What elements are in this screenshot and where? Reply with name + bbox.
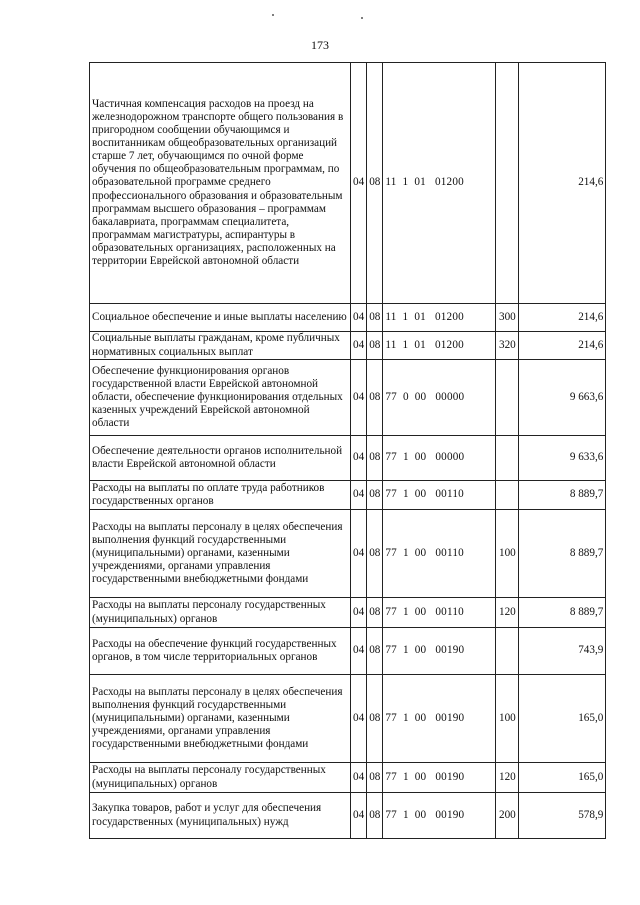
target-code: 11 1 01 01200 bbox=[383, 332, 496, 360]
table-row bbox=[90, 63, 606, 304]
pr-code: 08 bbox=[367, 63, 383, 304]
row-name: Частичная компенсация расходов на проезд на железнодорожном транспорте общего пользования в пригородном сообщении обучающимся и воспитанникам общеобразовательных организаций старше 7 лет, обучающимся по очной форме обучения по общеобразовательным программам, по образовательной программе среднего профессионального образования и образовательным программам высшего образования – программам бакалавриата, программам специалитета, программам магистратуры, аспирантуры в образовательных организациях, расположенных на территории Еврейской автономной области bbox=[90, 63, 351, 304]
row-name: Обеспечение деятельности органов исполнительной власти Еврейской автономной области bbox=[90, 436, 351, 481]
amount: 214,6 bbox=[519, 63, 606, 304]
target-code: 77 1 00 00190 bbox=[383, 675, 496, 763]
rz-code: 04 bbox=[351, 304, 367, 332]
table-row bbox=[90, 360, 606, 436]
rz-code: 04 bbox=[351, 63, 367, 304]
vr-code bbox=[496, 628, 519, 675]
rz-code: 04 bbox=[351, 598, 367, 628]
pr-code: 08 bbox=[367, 510, 383, 598]
vr-code bbox=[496, 63, 519, 304]
pr-code: 08 bbox=[367, 628, 383, 675]
rz-code: 04 bbox=[351, 332, 367, 360]
vr-code: 120 bbox=[496, 598, 519, 628]
amount: 9 663,6 bbox=[519, 360, 606, 436]
rz-code: 04 bbox=[351, 628, 367, 675]
target-code: 77 1 00 00190 bbox=[383, 763, 496, 793]
rz-code: 04 bbox=[351, 763, 367, 793]
pr-code: 08 bbox=[367, 481, 383, 510]
vr-code: 300 bbox=[496, 304, 519, 332]
vr-code bbox=[496, 360, 519, 436]
target-code: 11 1 01 01200 bbox=[383, 304, 496, 332]
row-name: Расходы на выплаты персоналу государственных (муниципальных) органов bbox=[90, 598, 351, 628]
budget-table bbox=[89, 62, 606, 839]
row-name: Расходы на выплаты по оплате труда работников государственных органов bbox=[90, 481, 351, 510]
target-code: 77 1 00 00190 bbox=[383, 628, 496, 675]
target-code: 77 1 00 00110 bbox=[383, 481, 496, 510]
rz-code: 04 bbox=[351, 675, 367, 763]
vr-code bbox=[496, 481, 519, 510]
pr-code: 08 bbox=[367, 332, 383, 360]
amount: 214,6 bbox=[519, 332, 606, 360]
row-name: Расходы на выплаты персоналу в целях обеспечения выполнения функций государственными (муниципальными) органами, казенными учреждениями, органами управления государственными внебюджетными фондами bbox=[90, 675, 351, 763]
pr-code: 08 bbox=[367, 598, 383, 628]
table-row bbox=[90, 598, 606, 628]
row-name: Расходы на выплаты персоналу в целях обеспечения выполнения функций государственными (муниципальными) органами, казенными учреждениями, органами управления государственными внебюджетными фондами bbox=[90, 510, 351, 598]
amount: 578,9 bbox=[519, 793, 606, 839]
target-code: 11 1 01 01200 bbox=[383, 63, 496, 304]
row-name: Социальные выплаты гражданам, кроме публичных нормативных социальных выплат bbox=[90, 332, 351, 360]
vr-code: 100 bbox=[496, 510, 519, 598]
table-row bbox=[90, 763, 606, 793]
scan-speck bbox=[361, 17, 363, 19]
table-row bbox=[90, 628, 606, 675]
table-row bbox=[90, 481, 606, 510]
vr-code: 100 bbox=[496, 675, 519, 763]
pr-code: 08 bbox=[367, 793, 383, 839]
target-code: 77 1 00 00000 bbox=[383, 436, 496, 481]
pr-code: 08 bbox=[367, 360, 383, 436]
vr-code: 200 bbox=[496, 793, 519, 839]
row-name: Закупка товаров, работ и услуг для обеспечения государственных (муниципальных) нужд bbox=[90, 793, 351, 839]
rz-code: 04 bbox=[351, 360, 367, 436]
rz-code: 04 bbox=[351, 793, 367, 839]
table-row bbox=[90, 332, 606, 360]
page-number: 173 bbox=[311, 38, 329, 52]
amount: 214,6 bbox=[519, 304, 606, 332]
target-code: 77 1 00 00110 bbox=[383, 598, 496, 628]
amount: 8 889,7 bbox=[519, 598, 606, 628]
amount: 165,0 bbox=[519, 675, 606, 763]
row-name: Социальное обеспечение и иные выплаты населению bbox=[90, 304, 351, 332]
row-name: Расходы на обеспечение функций государственных органов, в том числе территориальных органов bbox=[90, 628, 351, 675]
table-row bbox=[90, 510, 606, 598]
pr-code: 08 bbox=[367, 304, 383, 332]
target-code: 77 0 00 00000 bbox=[383, 360, 496, 436]
pr-code: 08 bbox=[367, 436, 383, 481]
table-row bbox=[90, 793, 606, 839]
table-row bbox=[90, 436, 606, 481]
vr-code bbox=[496, 436, 519, 481]
rz-code: 04 bbox=[351, 436, 367, 481]
vr-code: 120 bbox=[496, 763, 519, 793]
amount: 743,9 bbox=[519, 628, 606, 675]
pr-code: 08 bbox=[367, 763, 383, 793]
amount: 9 633,6 bbox=[519, 436, 606, 481]
amount: 8 889,7 bbox=[519, 510, 606, 598]
table-row bbox=[90, 675, 606, 763]
scan-speck bbox=[272, 14, 274, 16]
amount: 165,0 bbox=[519, 763, 606, 793]
table-row bbox=[90, 304, 606, 332]
row-name: Обеспечение функционирования органов государственной власти Еврейской автономной области, обеспечение функционирования отдельных казенных учреждений Еврейской автономной области bbox=[90, 360, 351, 436]
row-name: Расходы на выплаты персоналу государственных (муниципальных) органов bbox=[90, 763, 351, 793]
rz-code: 04 bbox=[351, 510, 367, 598]
target-code: 77 1 00 00190 bbox=[383, 793, 496, 839]
target-code: 77 1 00 00110 bbox=[383, 510, 496, 598]
pr-code: 08 bbox=[367, 675, 383, 763]
amount: 8 889,7 bbox=[519, 481, 606, 510]
vr-code: 320 bbox=[496, 332, 519, 360]
rz-code: 04 bbox=[351, 481, 367, 510]
